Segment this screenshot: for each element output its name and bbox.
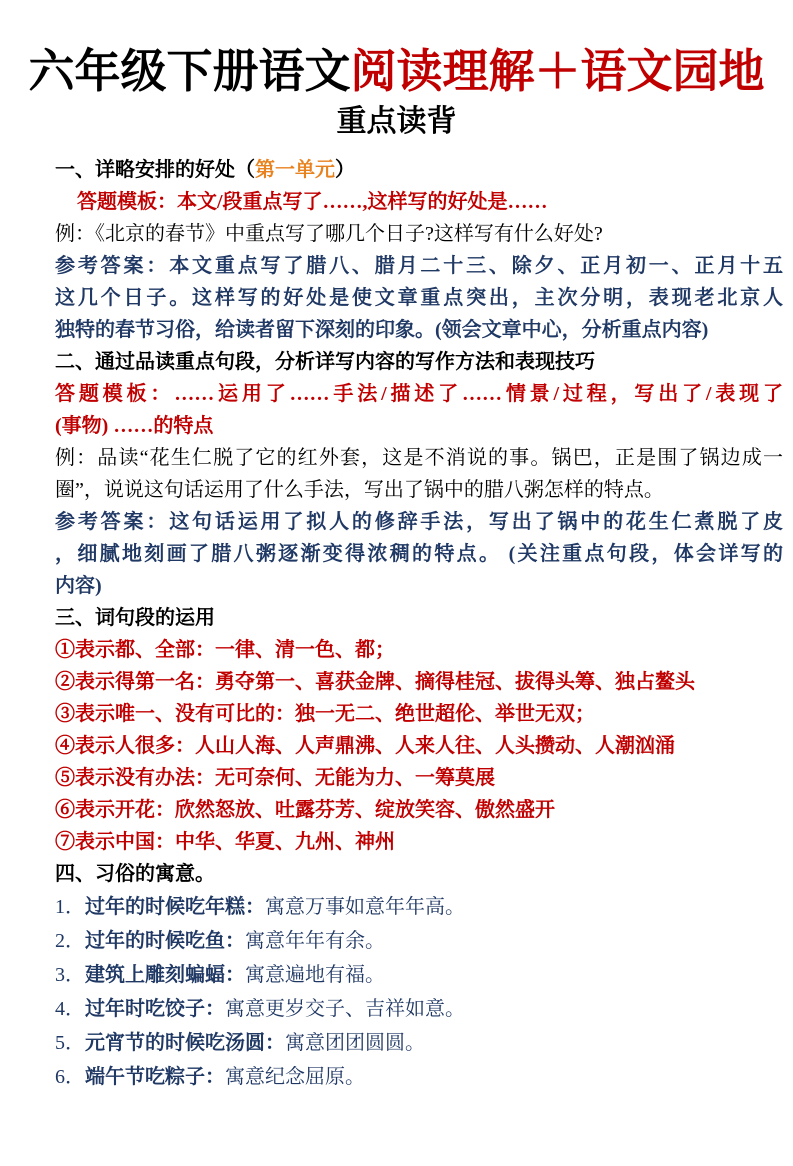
custom-meaning-item [55, 992, 783, 1026]
word-usage-item: ⑥表示开花：欣然怒放、吐露芬芳、绽放笑容、傲然盛开 [55, 799, 555, 821]
section-1-answer-line: 参考答案：本文重点写了腊八、腊月二十三、除夕、正月初一、正月十五 [55, 255, 783, 277]
word-usage-item: ④表示人很多：人山人海、人声鼎沸、人来人往、人头攒动、人潮汹涌 [55, 735, 675, 757]
item-label: 建筑上雕刻蝙蝠： [85, 964, 245, 986]
section-2-answer-line: ，细腻地刻画了腊八粥逐渐变得浓稠的特点。 (关注重点句段，体会详写的 [55, 543, 783, 565]
item-meaning: 寓意更岁交子、吉祥如意。 [225, 998, 465, 1020]
item-label: 过年时吃饺子： [85, 998, 225, 1020]
item-number: 5． [55, 1032, 85, 1054]
item-number: 1． [55, 896, 85, 918]
item-label: 端午节吃粽子： [85, 1066, 225, 1088]
item-label: 过年的时候吃鱼： [85, 930, 245, 952]
section-2-answer-line: 内容) [55, 575, 102, 597]
content-body [55, 154, 783, 1094]
item-meaning: 寓意万事如意年年高。 [265, 896, 465, 918]
section-3-heading: 三、词句段的运用 [55, 607, 215, 629]
word-usage-item: ③表示唯一、没有可比的：独一无二、绝世超伦、举世无双； [55, 703, 595, 725]
item-meaning: 寓意纪念屈原。 [225, 1066, 365, 1088]
item-meaning: 寓意年年有余。 [245, 930, 385, 952]
item-number: 2． [55, 930, 85, 952]
section-1-answer-line: 这几个日子。这样写的好处是使文章重点突出，主次分明，表现老北京人 [55, 287, 783, 309]
item-meaning: 寓意团团圆圆。 [285, 1032, 425, 1054]
item-number: 6． [55, 1066, 85, 1088]
section-2-example-line: 例：品读“花生仁脱了它的红外套，这是不消说的事。锅巴，正是围了锅边成一 [55, 447, 783, 469]
word-usage-item: ②表示得第一名：勇夺第一、喜获金牌、摘得桂冠、拔得头筹、独占鳌头 [55, 671, 695, 693]
worksheet-page [0, 44, 793, 1166]
item-label: 元宵节的时候吃汤圆： [85, 1032, 285, 1054]
unit-tag: 第一单元 [255, 159, 335, 181]
paren-open: （ [235, 159, 255, 181]
section-1-answer-template: 答题模板：本文/段重点写了……,这样写的好处是…… [77, 191, 548, 213]
word-usage-item: ⑦表示中国：中华、华夏、九州、神州 [55, 831, 395, 853]
section-2-example-line: 圈”，说说这句话运用了什么手法，写出了锅中的腊八粥怎样的特点。 [55, 479, 664, 501]
section-2-heading: 二、通过品读重点句段，分析详写内容的写作方法和表现技巧 [55, 351, 595, 373]
custom-meaning-item [55, 958, 783, 992]
section-1-answer-line: 独特的春节习俗，给读者留下深刻的印象。(领会文章中心，分析重点内容) [55, 319, 709, 341]
section-1-heading-text: 一、详略安排的好处 [55, 159, 235, 181]
paren-close: ） [335, 159, 355, 181]
section-1-heading [55, 154, 783, 186]
item-label: 过年的时候吃年糕： [85, 896, 265, 918]
section-4-heading: 四、习俗的寓意。 [55, 863, 215, 885]
section-2-answer-line: 参考答案：这句话运用了拟人的修辞手法，写出了锅中的花生仁煮脱了皮 [55, 511, 783, 533]
title-black-part: 六年级下册语文 [28, 46, 351, 97]
section-2-answer-template-line: 答题模板：……运用了……手法/描述了……情景/过程，写出了/表现了 [55, 383, 783, 405]
custom-meaning-item [55, 1026, 783, 1060]
item-number: 4． [55, 998, 85, 1020]
page-subtitle: 重点读背 [336, 105, 457, 138]
section-2-answer-template-line: (事物) ……的特点 [55, 415, 214, 437]
item-number: 3． [55, 964, 85, 986]
item-meaning: 寓意遍地有福。 [245, 964, 385, 986]
page-title [6, 44, 787, 100]
custom-meaning-item [55, 1060, 783, 1094]
custom-meaning-item [55, 890, 783, 924]
word-usage-item: ⑤表示没有办法：无可奈何、无能为力、一筹莫展 [55, 767, 495, 789]
custom-meaning-item [55, 924, 783, 958]
word-usage-item: ①表示都、全部：一律、清一色、都； [55, 639, 395, 661]
section-1-example: 例：《北京的春节》中重点写了哪几个日子?这样写有什么好处? [55, 223, 603, 245]
title-red-part: 阅读理解＋语文园地 [350, 46, 765, 97]
